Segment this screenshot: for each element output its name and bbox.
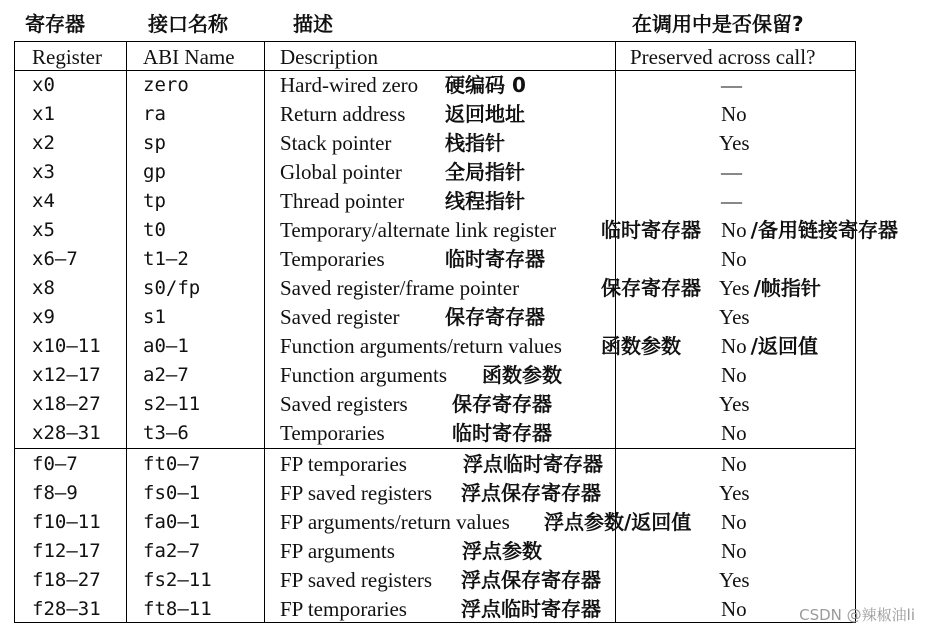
table-row [0,537,929,566]
register-cell: x5 [32,219,55,241]
register-cell: x8 [32,277,55,299]
abi-name-cell: fa2–7 [143,540,201,562]
preserved-cell: Yes [719,131,750,155]
preserved-cell [719,274,821,303]
heading-cn-description: 描述 [293,12,333,36]
register-cell: x10–11 [32,335,101,357]
description-cn-cell: 函数参数 [482,363,562,387]
preserved-cell: — [721,160,742,184]
abi-name-cell: ft8–11 [143,598,212,620]
description-cn-cell: 保存寄存器 [445,305,545,329]
register-cell: x18–27 [32,393,101,415]
description-cell: Return address [280,102,406,126]
abi-name-cell: sp [143,132,166,154]
preserved-cell: No [721,597,747,621]
preserved-cell: Yes [719,305,750,329]
table-row [0,450,929,479]
description-cell: FP saved registers [280,568,433,592]
description-cn-cell: 浮点临时寄存器 [461,597,601,621]
description-cell: Function arguments [280,363,448,387]
heading-cn-abi-name: 接口名称 [148,12,228,36]
preserved-cell: — [721,73,742,97]
abi-name-cell: zero [143,74,189,96]
description-cell: Temporaries [280,421,385,445]
description-cn-cell: 保存寄存器 [601,276,701,300]
abi-name-cell: s2–11 [143,393,201,415]
table-row [0,187,929,216]
description-cn-cell: 全局指针 [445,160,525,184]
heading-cn-preserved: 在调用中是否保留? [632,12,804,36]
description-cell: Saved register [280,305,400,329]
table-row [0,508,929,537]
register-cell: x9 [32,306,55,328]
description-cell: Hard-wired zero [280,73,419,97]
preserved-value: No [721,334,747,358]
column-header-register: Register [32,45,102,69]
abi-name-cell: fa0–1 [143,511,201,533]
table-row [0,479,929,508]
abi-name-cell: t0 [143,219,166,241]
preserved-cell: No [721,247,747,271]
table-row [0,595,929,624]
table-row [0,245,929,274]
preserved-cn-note: /返回值 [750,334,818,358]
description-cn-cell: 浮点参数/返回值 [544,510,692,534]
preserved-cell: Yes [719,392,750,416]
preserved-cell: No [721,421,747,445]
preserved-value: Yes [719,276,750,300]
table-row [0,361,929,390]
description-cell: Temporaries [280,247,385,271]
preserved-cell: — [721,189,742,213]
preserved-cell: No [721,510,747,534]
abi-name-cell: gp [143,161,166,183]
preserved-value: No [721,218,747,242]
description-cell: Function arguments/return values [280,334,562,358]
register-cell: x12–17 [32,364,101,386]
description-cell: Saved register/frame pointer [280,276,520,300]
table-row [0,303,929,332]
preserved-cell: Yes [719,481,750,505]
preserved-cell [721,332,818,361]
abi-name-cell: s1 [143,306,166,328]
description-cn-cell: 硬编码 0 [445,73,526,97]
register-cell: x4 [32,190,55,212]
register-cell: f28–31 [32,598,101,620]
abi-name-cell: fs0–1 [143,482,201,504]
description-cn-cell: 浮点保存寄存器 [461,568,601,592]
abi-name-cell: ft0–7 [143,453,201,475]
register-cell: x0 [32,74,55,96]
description-cell: Temporary/alternate link register [280,218,557,242]
abi-name-cell: a0–1 [143,335,189,357]
description-cn-cell: 临时寄存器 [601,218,701,242]
description-cell: FP saved registers [280,481,433,505]
preserved-cell: Yes [719,568,750,592]
description-cell: Stack pointer [280,131,392,155]
table-row [0,566,929,595]
register-cell: x6–7 [32,248,78,270]
description-cell: Saved registers [280,392,408,416]
preserved-cell: No [721,452,747,476]
abi-name-cell: s0/fp [143,277,201,299]
preserved-cn-note: /帧指针 [753,276,821,300]
description-cn-cell: 返回地址 [445,102,525,126]
description-cn-cell: 栈指针 [445,131,505,155]
register-cell: x3 [32,161,55,183]
description-cn-cell: 临时寄存器 [445,247,545,271]
table-row [0,274,929,303]
watermark: CSDN @辣椒油li [799,606,915,624]
description-cn-cell: 浮点临时寄存器 [463,452,603,476]
description-cn-cell: 保存寄存器 [452,392,552,416]
table-row [0,71,929,100]
table-row [0,390,929,419]
description-cn-cell: 函数参数 [601,334,681,358]
description-cn-cell: 临时寄存器 [452,421,552,445]
register-cell: x2 [32,132,55,154]
preserved-cell: No [721,363,747,387]
register-cell: f18–27 [32,569,101,591]
abi-name-cell: a2–7 [143,364,189,386]
abi-name-cell: t1–2 [143,248,189,270]
abi-name-cell: tp [143,190,166,212]
description-cn-cell: 浮点参数 [462,539,542,563]
description-cell: FP arguments/return values [280,510,510,534]
column-header-preserved: Preserved across call? [630,45,816,69]
table-row [0,216,929,245]
heading-cn-register: 寄存器 [25,12,85,36]
table-row [0,100,929,129]
description-cn-cell: 线程指针 [445,189,525,213]
abi-name-cell: ra [143,103,166,125]
table-row [0,158,929,187]
register-cell: f0–7 [32,453,78,475]
abi-name-cell: t3–6 [143,422,189,444]
register-cell: x1 [32,103,55,125]
description-cell: FP temporaries [280,597,407,621]
column-header-description: Description [280,45,378,69]
table-row [0,332,929,361]
preserved-cell: No [721,102,747,126]
register-cell: f12–17 [32,540,101,562]
description-cell: Thread pointer [280,189,405,213]
abi-name-cell: fs2–11 [143,569,212,591]
description-cell: FP arguments [280,539,395,563]
column-header-abi-name: ABI Name [143,45,235,69]
description-cell: Global pointer [280,160,402,184]
section-rule [14,448,856,449]
description-cell: FP temporaries [280,452,407,476]
register-cell: f8–9 [32,482,78,504]
register-cell: x28–31 [32,422,101,444]
description-cn-cell: 浮点保存寄存器 [461,481,601,505]
register-cell: f10–11 [32,511,101,533]
preserved-cell: No [721,539,747,563]
preserved-cn-note: /备用链接寄存器 [750,218,898,242]
preserved-cell [721,216,898,245]
table-row [0,129,929,158]
table-row [0,419,929,448]
